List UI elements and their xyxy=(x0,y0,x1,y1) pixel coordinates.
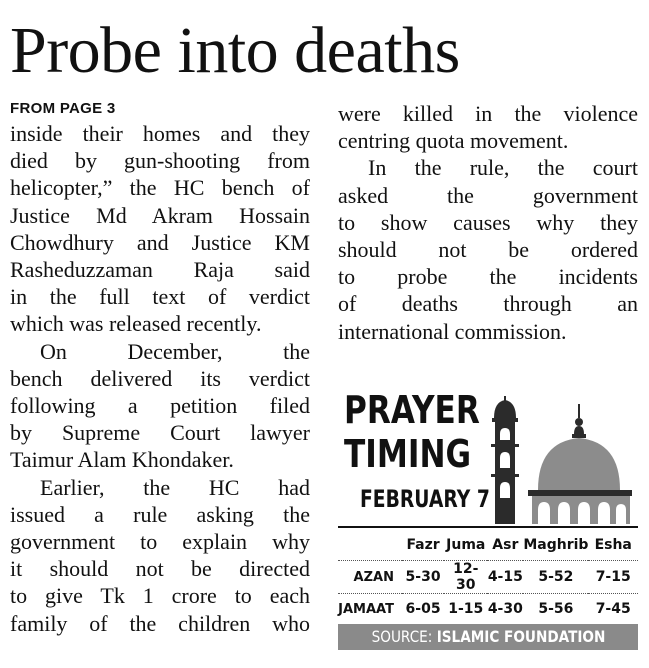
article-line: were killed in the violence xyxy=(338,101,638,126)
header-esha: Esha xyxy=(594,537,632,553)
source-name: ISLAMIC FOUNDATION xyxy=(436,627,605,646)
time-cell: 5-52 xyxy=(523,561,588,594)
article-column-left xyxy=(10,100,310,637)
prayer-times-table xyxy=(338,530,638,624)
article-line: to show causes why they xyxy=(338,209,638,235)
article-line: government to explain why xyxy=(10,529,310,555)
article-line: family of the children who xyxy=(10,610,310,636)
article-line: Rasheduzzaman Raja said xyxy=(10,257,310,283)
time-cell: 5-56 xyxy=(523,594,588,625)
article-line: to give Tk 1 crore to each xyxy=(10,583,310,609)
time-cell: 5-30 xyxy=(402,561,444,594)
table-row-jamaat xyxy=(338,594,638,625)
article-line: which was released recently. xyxy=(10,311,262,337)
time-cell: 7-45 xyxy=(588,594,638,625)
time-cell: 1-15 xyxy=(444,594,487,625)
time-cell: 7-15 xyxy=(588,561,638,594)
article-line: inside their homes and they xyxy=(10,121,310,146)
article-line: of deaths through an xyxy=(338,291,638,317)
article-line: Justice Md Akram Hossain xyxy=(10,202,310,228)
header-juma: Juma xyxy=(446,537,486,553)
article-line: following a petition filed xyxy=(10,393,310,419)
header-empty xyxy=(338,530,402,561)
article-line: to probe the incidents xyxy=(338,264,638,290)
header-maghrib: Maghrib xyxy=(523,537,589,553)
article-line: should not be ordered xyxy=(338,237,638,263)
table-row-azan xyxy=(338,561,638,594)
row-label: JAMAAT xyxy=(338,594,402,625)
prayer-date: FEBRUARY 7 xyxy=(360,485,490,513)
time-cell: 4-15 xyxy=(487,561,523,594)
prayer-title-line2: TIMING xyxy=(344,432,472,476)
header-fazr: Fazr xyxy=(406,537,440,553)
prayer-title-line1: PRAYER xyxy=(344,388,480,432)
article-line: On December, the xyxy=(40,338,310,364)
time-cell: 12-30 xyxy=(444,561,487,594)
article-line: it should not be directed xyxy=(10,556,310,582)
row-label: AZAN xyxy=(338,561,402,594)
article-line: in the full text of verdict xyxy=(10,284,310,310)
article-line: Chowdhury and Justice KM xyxy=(10,229,310,255)
article-column-right xyxy=(338,100,638,345)
article-line: bench delivered its verdict xyxy=(10,365,310,391)
article-line: asked the government xyxy=(338,182,638,208)
article-line: In the rule, the court xyxy=(368,155,638,181)
prayer-timing-box xyxy=(338,388,638,652)
table-top-rule xyxy=(338,526,638,528)
headline: Probe into deaths xyxy=(10,14,460,87)
table-header-row xyxy=(338,530,638,561)
mosque-icon xyxy=(488,388,638,524)
time-cell: 6-05 xyxy=(402,594,444,625)
article-line: died by gun-shooting from xyxy=(10,148,310,174)
time-cell: 4-30 xyxy=(487,594,523,625)
article-line: Earlier, the HC had xyxy=(40,474,310,500)
source-bar xyxy=(338,624,638,650)
article-line: Taimur Alam Khondaker. xyxy=(10,447,234,473)
header-asr: Asr xyxy=(492,537,519,553)
article-line: issued a rule asking the xyxy=(10,501,310,527)
article-line: by Supreme Court lawyer xyxy=(10,420,310,446)
kicker-from-page: FROM PAGE 3 xyxy=(10,100,116,117)
article-line: centring quota movement. xyxy=(338,128,569,154)
article-line: helicopter,” the HC bench of xyxy=(10,175,310,201)
article-line: international commission. xyxy=(338,318,567,344)
source-label: SOURCE: xyxy=(371,627,432,646)
